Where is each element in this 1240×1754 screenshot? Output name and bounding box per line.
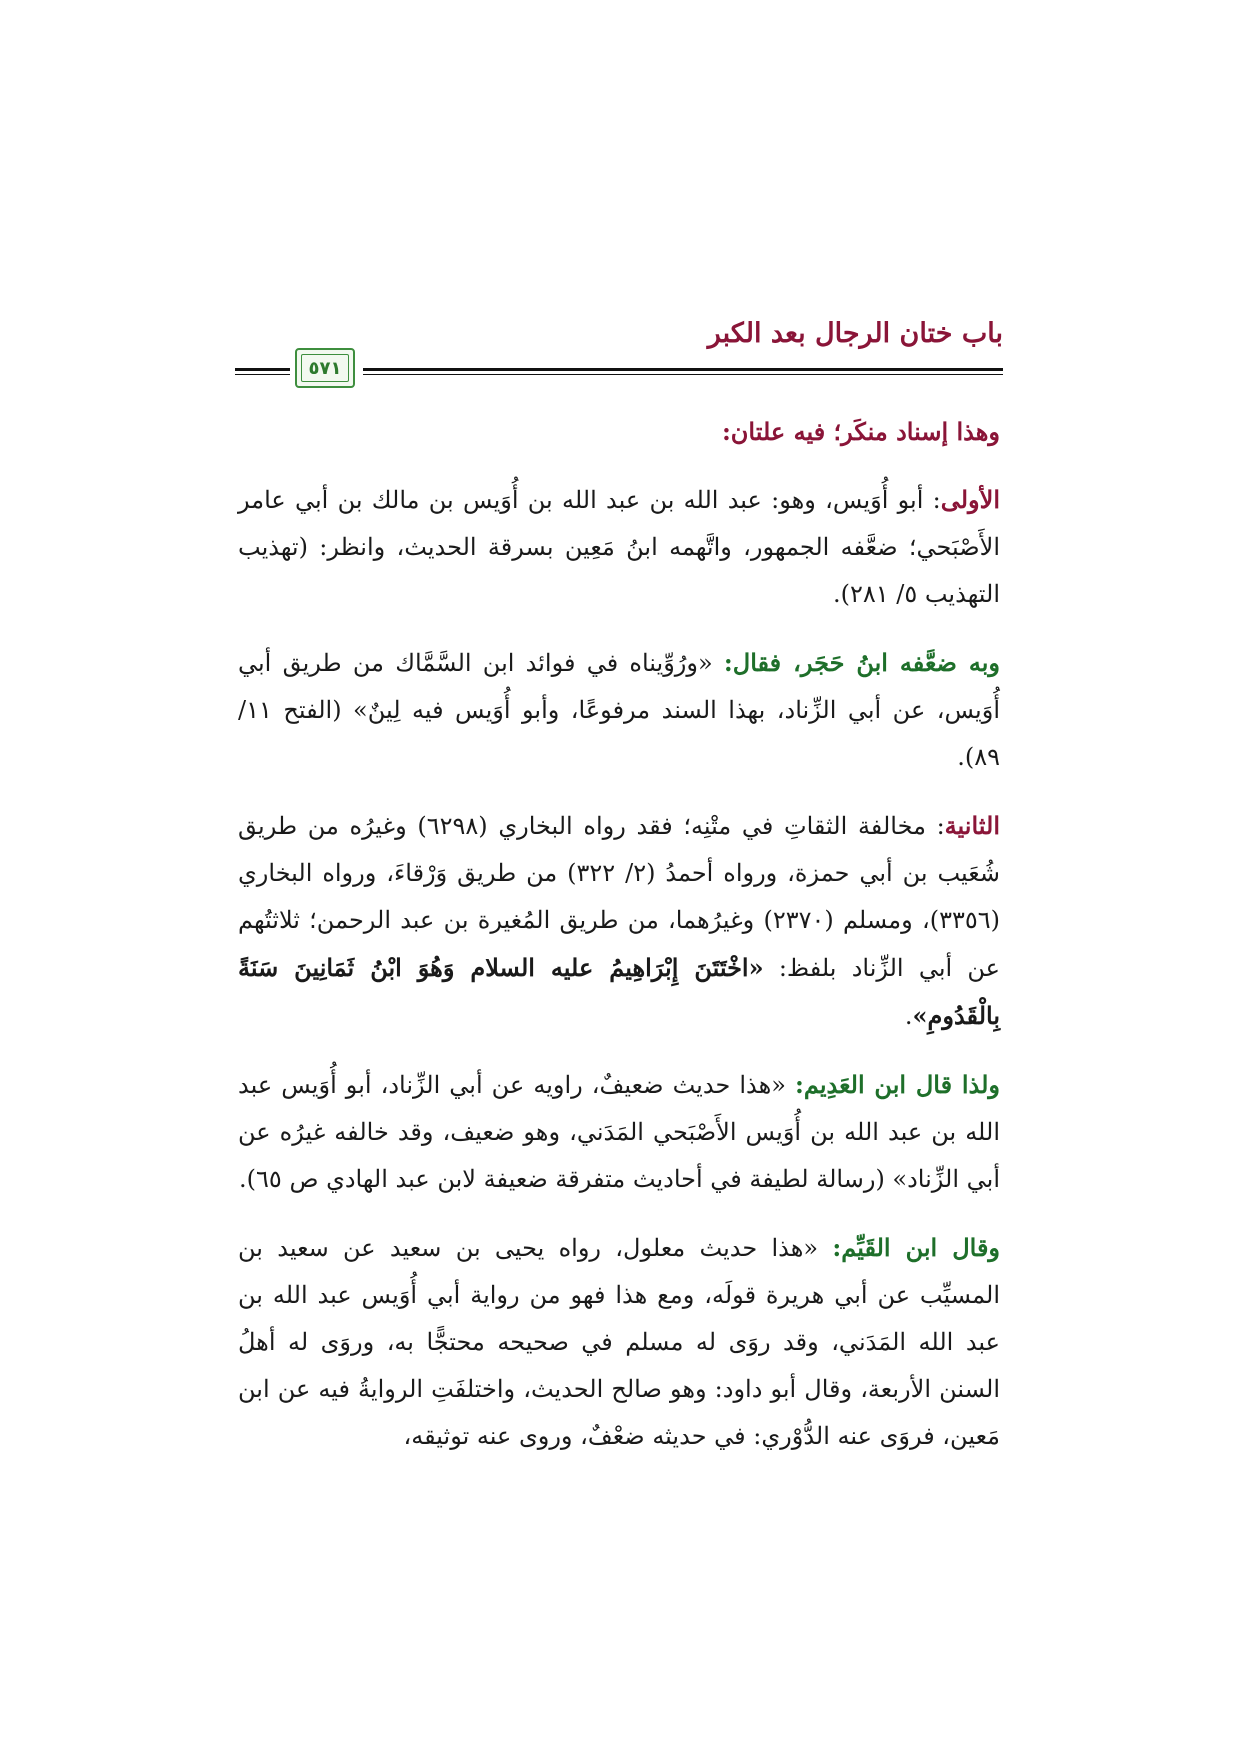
hadith-text: «اخْتَتَنَ إِبْرَاهِيمُ عليه السلام وَهُوَ ابْنُ ثَمَانِينَ سَنَةً بِالْقَدُومِ»: [238, 953, 1000, 1030]
paragraph-text: : أبو أُوَيس، وهو: عبد الله بن عبد الله بن أُوَيس بن مالك بن أبي عامر الأَصْبَحي؛ ضعَّفه الجمهور، واتَّهمه ابنُ مَعِين بسرقة الحديث، وانظر: (تهذيب التهذيب ٥/ ٢٨١).: [238, 486, 1000, 608]
paragraph-ibn-hajar: [238, 639, 1000, 781]
paragraph-tail: .: [904, 1002, 913, 1030]
header-rule-left: [235, 368, 290, 375]
page-body: [238, 408, 1000, 1481]
paragraph-ibn-al-qayyim: [238, 1224, 1000, 1460]
paragraph-lead: ولذا قال ابن العَدِيم:: [794, 1070, 1000, 1099]
page-header: [235, 318, 1003, 384]
paragraph-lead: وبه ضعَّفه ابنُ حَجَر، فقال:: [723, 648, 1000, 677]
paragraph-text: «ورُوِّيناه في فوائد ابن السَّمَّاك من طريق أبي أُوَيس، عن أبي الزِّناد، بهذا السند مرفوعًا، وأبو أُوَيس فيه لِينٌ» (الفتح ١١/ ٨٩).: [238, 649, 1000, 771]
paragraph-first-defect: [238, 476, 1000, 618]
paragraph-lead: وقال ابن القَيِّم:: [832, 1233, 1000, 1262]
header-rule-right: [363, 368, 1003, 375]
section-heading: وهذا إسناد منكَر؛ فيه علتان:: [721, 417, 1000, 446]
paragraph-text: «هذا حديث ضعيفٌ، راويه عن أبي الزِّناد، أبو أُوَيس عبد الله بن عبد الله بن أُوَيس الأَصْبَحي المَدَني، وهو ضعيف، وقد خالفه غيرُه عن أبي الزِّناد» (رسالة لطيفة في أحاديث متفرقة ضعيفة لابن عبد الهادي ص ٦٥).: [238, 1071, 1000, 1193]
running-title: باب ختان الرجال بعد الكبر: [707, 318, 1003, 349]
paragraph-text: : مخالفة الثقاتِ في متْنِه؛ فقد رواه البخاري (٦٢٩٨) وغيرُه من طريق شُعَيب بن أبي حمزة، ورواه أحمدُ (٢/ ٣٢٢) من طريق وَرْقاءَ، ورواه البخاري (٣٣٥٦)، ومسلم (٢٣٧٠) وغيرُهما، من طريق المُغيرة بن عبد الرحمن؛ ثلاثتُهم عن أبي الزِّناد بلفظ:: [238, 812, 1001, 982]
page-number: ٥٧١: [308, 357, 342, 379]
paragraph-lead: الثانية: [944, 811, 1000, 840]
paragraph-second-defect: [238, 802, 1000, 1040]
page-number-badge: [295, 348, 355, 388]
paragraph-lead: الأولى: [940, 485, 1000, 514]
paragraph-ibn-al-adim: [238, 1061, 1000, 1203]
paragraph-text: «هذا حديث معلول، رواه يحيى بن سعيد عن سعيد بن المسيِّب عن أبي هريرة قولَه، ومع هذا فهو من رواية أبي أُوَيس عبد الله بن عبد الله المَدَني، وقد روَى له مسلم في صحيحه محتجًّا به، وروَى له أهلُ السنن الأربعة، وقال أبو داود: وهو صالح الحديث، واختلفَتِ الروايةُ فيه عن ابن مَعين، فروَى عنه الدُّوْري: في حديثه ضعْفٌ، وروى عنه توثيقه،: [238, 1234, 1000, 1450]
